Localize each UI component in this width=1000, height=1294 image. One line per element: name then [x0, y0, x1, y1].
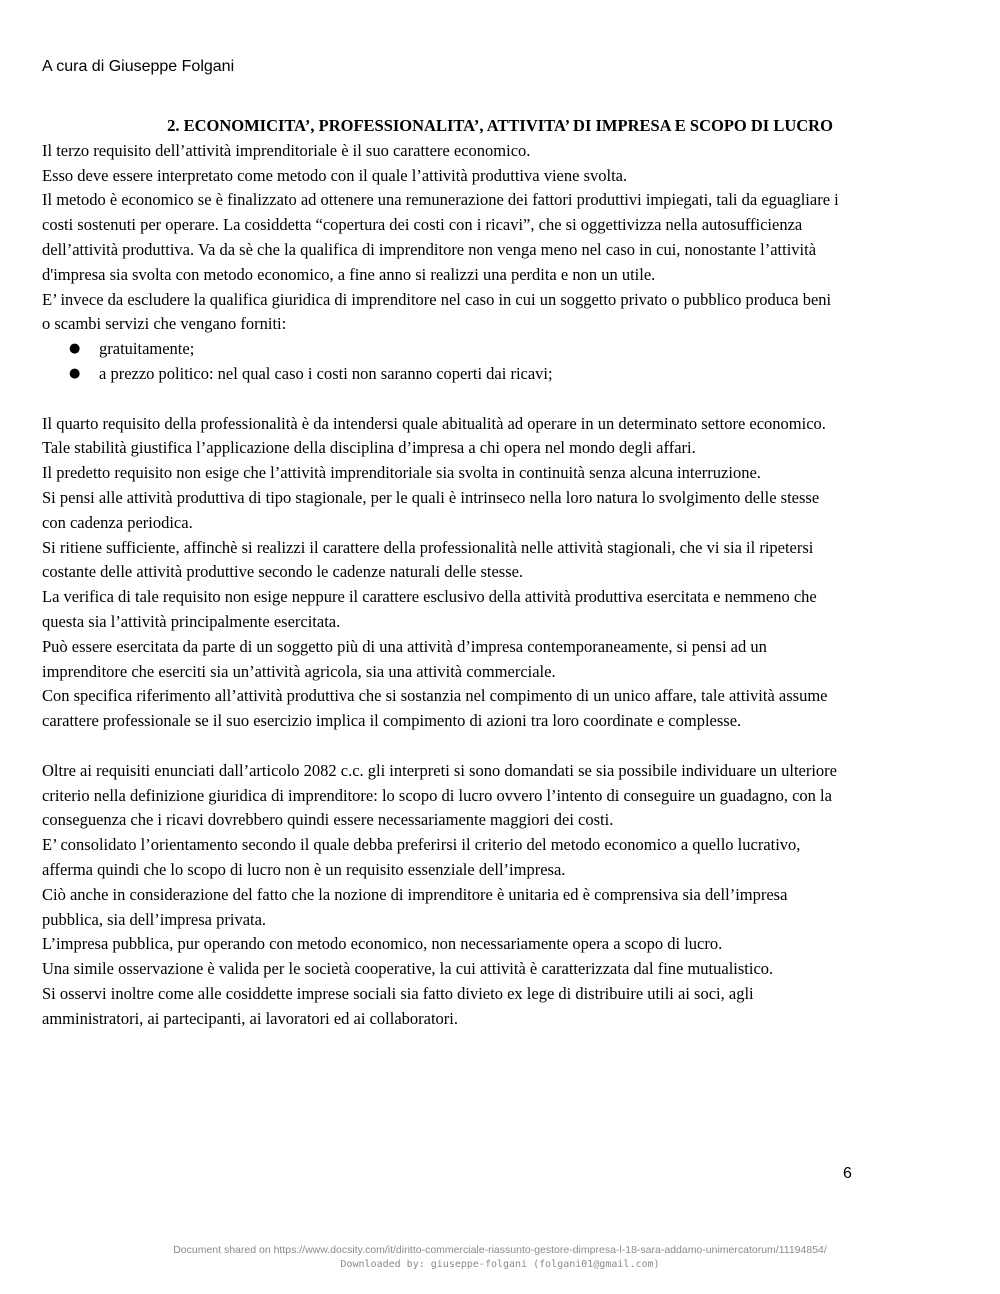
- text-line: Si osservi inoltre come alle cosiddette imprese sociali sia fatto divieto ex lege di distribuire utili ai soci, agli: [42, 983, 754, 1003]
- text-line: con cadenza periodica.: [42, 512, 193, 532]
- text-line: conseguenza che i ricavi dovrebbero quindi essere necessariamente maggiori dei costi.: [42, 810, 614, 830]
- text-line: costante delle attività produttive secondo le cadenze naturali delle stesse.: [42, 562, 524, 582]
- text-line: E’ invece da escludere la qualifica giuridica di imprenditore nel caso in cui un soggetto privato o pubblico produca beni: [42, 289, 832, 309]
- paragraph-block-professionalita: [42, 412, 958, 734]
- text-line: amministratori, ai partecipanti, ai lavoratori ed ai collaboratori.: [42, 1008, 459, 1028]
- paragraph-spacer: [42, 387, 958, 412]
- text-line: carattere professionale se il suo esercizio implica il compimento di azioni tra loro coordinate e complesse.: [42, 711, 742, 731]
- text-line: afferma quindi che lo scopo di lucro non è un requisito essenziale dell’impresa.: [42, 859, 566, 879]
- text-line: imprenditore che eserciti sia un’attività agricola, sia una attività commerciale.: [42, 661, 556, 681]
- text-line: Il predetto requisito non esige che l’attività imprenditoriale sia svolta in continuità senza alcuna interruzione.: [42, 463, 761, 483]
- text-line: d'impresa sia svolta con metodo economico, a fine anno si realizzi una perdita e non un utile.: [42, 264, 656, 284]
- text-line: Il quarto requisito della professionalità è da intendersi quale abitualità ad operare in un determinato settore economico.: [42, 413, 826, 433]
- paragraph-block-scopo-di-lucro: [42, 759, 958, 1032]
- paragraph-spacer: [42, 734, 958, 759]
- text-line: questa sia l’attività principalmente esercitata.: [42, 611, 341, 631]
- text-line: Tale stabilità giustifica l’applicazione della disciplina d’impresa a chi opera nel mondo degli affari.: [42, 438, 696, 458]
- footer-downloaded-by: Downloaded by: giuseppe-folgani (folgani01@gmail.com): [340, 1259, 660, 1270]
- section-title: 2. ECONOMICITA’, PROFESSIONALITA’, ATTIVITA’ DI IMPRESA E SCOPO DI LUCRO: [167, 116, 833, 135]
- text-line: Una simile osservazione è valida per le società cooperative, la cui attività è caratterizzata dal fine mutualistico.: [42, 959, 774, 979]
- text-line: dell’attività produttiva. Va da sè che la qualifica di imprenditore non venga meno nel caso in cui, nonostante l’attività: [42, 239, 817, 259]
- text-line: Il metodo è economico se è finalizzato ad ottenere una remunerazione dei fattori produttivi impiegati, tali da eguagliare i: [42, 190, 839, 210]
- text-line: costi sostenuti per operare. La cosiddetta “copertura dei costi con i ricavi”, che si oggettivizza nella autosufficienza: [42, 215, 803, 235]
- text-line: La verifica di tale requisito non esige neppure il carattere esclusivo della attività produttiva esercitata e nemmeno che: [42, 587, 817, 607]
- text-line: Si pensi alle attività produttiva di tipo stagionale, per le quali è intrinseco nella loro natura lo svolgimento delle stesse: [42, 487, 820, 507]
- text-line: o scambi servizi che vengano forniti:: [42, 314, 287, 334]
- text-line: Esso deve essere interpretato come metodo con il quale l’attività produttiva viene svolta.: [42, 165, 628, 185]
- bullet-item-text: gratuitamente;: [99, 339, 195, 359]
- text-line: Il terzo requisito dell’attività imprenditoriale è il suo carattere economico.: [42, 140, 531, 160]
- text-line: criterio nella definizione giuridica di imprenditore: lo scopo di lucro ovvero l’intento di conseguire un guadagno, con la: [42, 785, 832, 805]
- text-line: Ciò anche in considerazione del fatto che la nozione di imprenditore è unitaria ed è comprensiva sia dell’impresa: [42, 884, 788, 904]
- bullet-list: [42, 337, 958, 387]
- text-line: E’ consolidato l’orientamento secondo il quale debba preferirsi il criterio del metodo economico a quello lucrativo,: [42, 835, 801, 855]
- text-line: Si ritiene sufficiente, affinchè si realizzi il carattere della professionalità nelle attività stagionali, che vi sia il ripetersi: [42, 537, 814, 557]
- paragraph-block-economicita: [42, 139, 958, 337]
- bullet-icon: ●: [69, 341, 81, 357]
- document-body: [42, 114, 958, 1031]
- page-number: 6: [843, 1165, 852, 1182]
- text-line: Può essere esercitata da parte di un soggetto più di una attività d’impresa contemporaneamente, si pensi ad un: [42, 636, 767, 656]
- text-line: Con specifica riferimento all’attività produttiva che si sostanzia nel compimento di un unico affare, tale attività assume: [42, 686, 828, 706]
- footer-shared-link[interactable]: Document shared on https://www.docsity.com/it/diritto-commerciale-riassunto-gestore-dimpresa-l-18-sara-addamo-unimercatorum/11194854/: [173, 1244, 827, 1256]
- document-header-author: A cura di Giuseppe Folgani: [42, 58, 235, 75]
- text-line: Oltre ai requisiti enunciati dall’articolo 2082 c.c. gli interpreti si sono domandati se sia possibile individuare un ulteriore: [42, 760, 838, 780]
- text-line: pubblica, sia dell’impresa privata.: [42, 909, 267, 929]
- bullet-item: [42, 337, 958, 362]
- bullet-item: [42, 362, 958, 387]
- bullet-icon: ●: [69, 365, 81, 381]
- text-line: L’impresa pubblica, pur operando con metodo economico, non necessariamente opera a scopo di lucro.: [42, 934, 723, 954]
- bullet-item-text: a prezzo politico: nel qual caso i costi non saranno coperti dai ricavi;: [99, 363, 553, 383]
